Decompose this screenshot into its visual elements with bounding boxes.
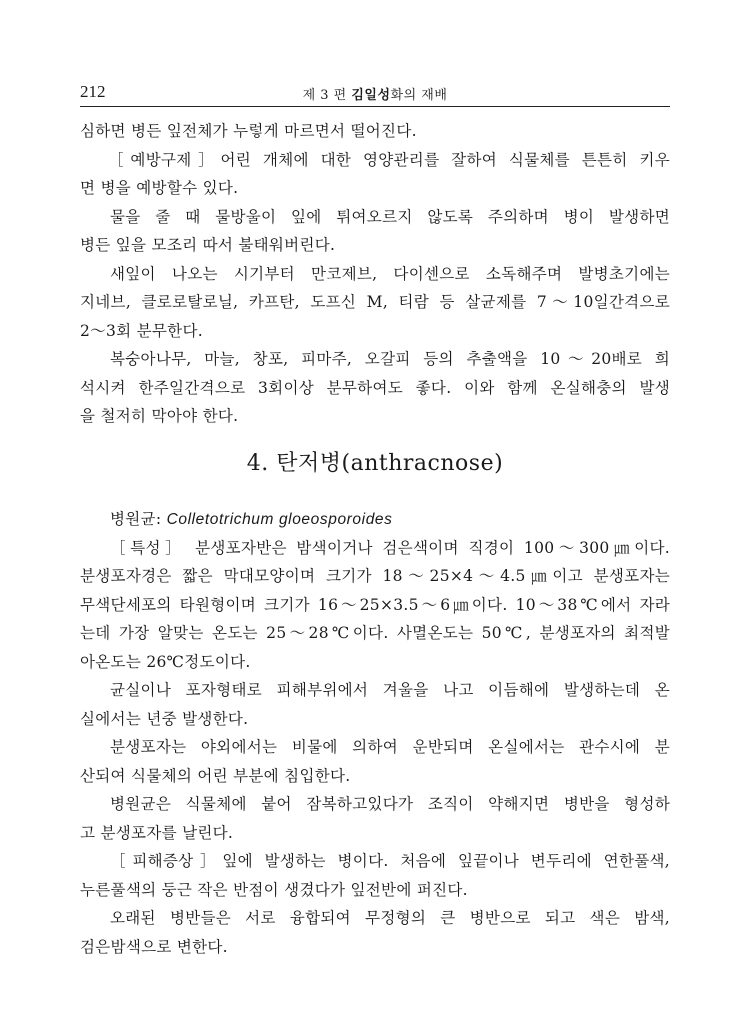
text-line: ［예방구제］어린 개체에 대한 영양관리를 잘하여 식물체를 튼튼히 키우 [108, 150, 670, 169]
text-line: 아온도는 26℃정도이다. [80, 652, 251, 671]
text-line: 새잎이 나오는 시기부터 만코제브, 다이센으로 소독해주며 발병초기에는 [110, 264, 670, 283]
text-line: 병원균은 식물체에 붙어 잠복하고있다가 조직이 약해지면 병반을 형성하 [110, 795, 670, 813]
text-line: 검은밤색으로 변한다. [80, 937, 228, 956]
text-line: 분생포자경은 짧은 막대모양이며 크기가 18～25×4～4.5㎛이고 분생포자는 [80, 567, 670, 585]
text-line: 무색단세포의 타원형이며 크기가 16～25×3.5～6㎛이다. 10～38℃에서 자라 [80, 595, 670, 614]
pathogen-label: 병원균: [110, 510, 167, 528]
text-line: 지네브, 클로로탈로닐, 카프탄, 도프신 M, 티람 등 살균제를 7～10일간격으로 [80, 293, 670, 311]
section-heading: 4. 탄저병(anthracnose) [246, 451, 504, 476]
text-line: ［피해증상］잎에 발생하는 병이다. 처음에 잎끝이나 변두리에 연한풀색, [110, 852, 670, 870]
pathogen-name: Colletotrichum gloeosporoides [166, 511, 393, 528]
body-text-bottom [80, 505, 670, 961]
text-line: 심하면 병든 잎전체가 누렇게 마르면서 떨어진다. [80, 122, 417, 140]
text-line: 2～3회 분무한다. [80, 321, 203, 340]
text-line: 을 철저히 막아야 한다. [80, 407, 239, 425]
running-title [80, 84, 670, 103]
text-line: ［특성］ 분생포자반은 밤색이거나 검은색이며 직경이 100～300㎛이다. [110, 538, 670, 557]
text-line: 는데 가장 알맞는 온도는 25～28℃이다. 사멸온도는 50℃, 분생포자의 최적발 [80, 624, 670, 642]
text-line: 산되여 식물체의 어린 부분에 침입한다. [80, 766, 351, 785]
text-line: 석시켜 한주일간격으로 3회이상 분무하여도 좋다. 이와 함께 온실해충의 발생 [80, 378, 670, 397]
text-line: 실에서는 년중 발생한다. [80, 709, 249, 728]
text-line: 물을 줄 때 물방울이 잎에 튀여오르지 않도록 주의하며 병이 발생하면 [110, 207, 670, 226]
text-line: 누른풀색의 둥근 작은 반점이 생겼다가 잎전반에 퍼진다. [80, 880, 468, 899]
page-number: 212 [80, 82, 106, 101]
text-line: 면 병을 예방할수 있다. [80, 179, 239, 197]
text-line: 분생포자는 야외에서는 비물에 의하여 운반되며 온실에서는 관수시에 분 [110, 738, 670, 756]
text-line: 복숭아나무, 마늘, 창포, 피마주, 오갈피 등의 추출액을 10～20배로 희 [110, 350, 670, 368]
text-line: 고 분생포자를 날린다. [80, 823, 234, 842]
body-text-top [80, 117, 670, 431]
text-line: 병든 잎을 모조리 따서 불태워버린다. [80, 236, 336, 254]
page-header [80, 82, 670, 107]
running-title-prefix: 제 3 편 [302, 88, 352, 103]
text-line: 균실이나 포자형태로 피해부위에서 겨울을 나고 이듬해에 발생하는데 온 [110, 681, 670, 699]
pathogen-line [80, 505, 670, 534]
running-title-bold: 김일성 [351, 88, 391, 103]
running-title-suffix: 화의 재배 [390, 88, 448, 103]
text-line: 오래된 병반들은 서로 융합되여 무정형의 큰 병반으로 되고 색은 밤색, [110, 909, 670, 927]
